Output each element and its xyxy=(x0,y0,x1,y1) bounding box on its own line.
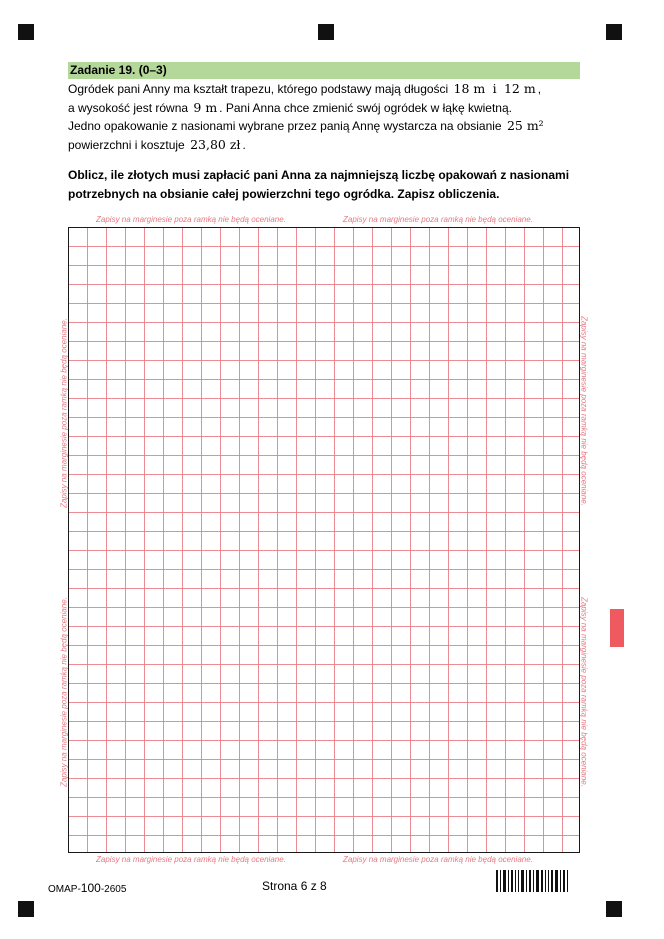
exam-code xyxy=(48,881,126,895)
base-1-value: 18 m xyxy=(453,81,486,96)
margin-note-bottom-right: Zapisy na marginesie poza ramką nie będą oceniane. xyxy=(343,855,533,864)
task-text-line3: Jedno opakowanie z nasionami wybrane przez panią Annę wystarcza na obsianie xyxy=(68,119,502,133)
instruction-line1: Oblicz, ile złotych musi zapłacić pani Anna za najmniejszą liczbę opakowań z nasionami xyxy=(68,168,570,182)
price-value: 23,80 zł xyxy=(190,136,241,152)
margin-note-right-upper: Zapisy na marginesie poza ramką nie będą oceniane. xyxy=(579,316,589,506)
margin-note-right-lower: Zapisy na marginesie poza ramką nie będą oceniane. xyxy=(579,597,589,787)
task-text-line4: powierzchni i kosztuje xyxy=(68,137,185,152)
task-text-comma: , xyxy=(537,82,542,96)
task-text-line1: Ogródek pani Anny ma kształt trapezu, którego podstawy mają długości xyxy=(68,82,449,96)
conjunction: i xyxy=(492,81,497,96)
margin-note-left-lower: Zapisy na marginesie poza ramką nie będą oceniane. xyxy=(59,597,69,787)
height-value: 9 m xyxy=(193,99,218,115)
answer-grid[interactable] xyxy=(68,227,580,853)
margin-note-top-right: Zapisy na marginesie poza ramką nie będą oceniane. xyxy=(343,215,533,224)
registration-mark-top-right xyxy=(606,24,622,40)
exam-code-prefix: OMAP- xyxy=(48,884,81,895)
task-title: Zadanie 19. (0–3) xyxy=(70,63,167,77)
instruction-line2: potrzebnych na obsianie całej powierzchni tego ogródka. Zapisz obliczenia. xyxy=(68,186,500,201)
area-value: 25 m² xyxy=(506,118,544,133)
margin-note-top-left: Zapisy na marginesie poza ramką nie będą oceniane. xyxy=(96,215,286,224)
margin-note-bottom-left: Zapisy na marginesie poza ramką nie będą oceniane. xyxy=(96,855,286,864)
margin-note-left-upper: Zapisy na marginesie poza ramką nie będą oceniane. xyxy=(59,318,69,508)
registration-mark-top-left xyxy=(18,24,34,40)
task-text-line2: a wysokość jest równa xyxy=(68,100,189,115)
page-number: Strona 6 z 8 xyxy=(262,879,327,893)
registration-mark-top-center xyxy=(318,24,334,40)
side-tab-marker xyxy=(610,609,624,647)
task-instruction xyxy=(68,166,588,203)
base-2-value: 12 m xyxy=(503,81,536,96)
task-text-line2-end: . Pani Anna chce zmienić swój ogródek w łąkę kwietną. xyxy=(219,100,512,115)
task-header xyxy=(68,62,580,79)
registration-mark-bottom-left xyxy=(18,901,34,917)
exam-code-suffix: -2605 xyxy=(100,884,127,895)
exam-code-main: 100 xyxy=(80,881,101,895)
registration-mark-bottom-right xyxy=(606,901,622,917)
task-text-period: . xyxy=(242,137,246,152)
barcode xyxy=(496,870,570,892)
task-description xyxy=(68,80,580,154)
